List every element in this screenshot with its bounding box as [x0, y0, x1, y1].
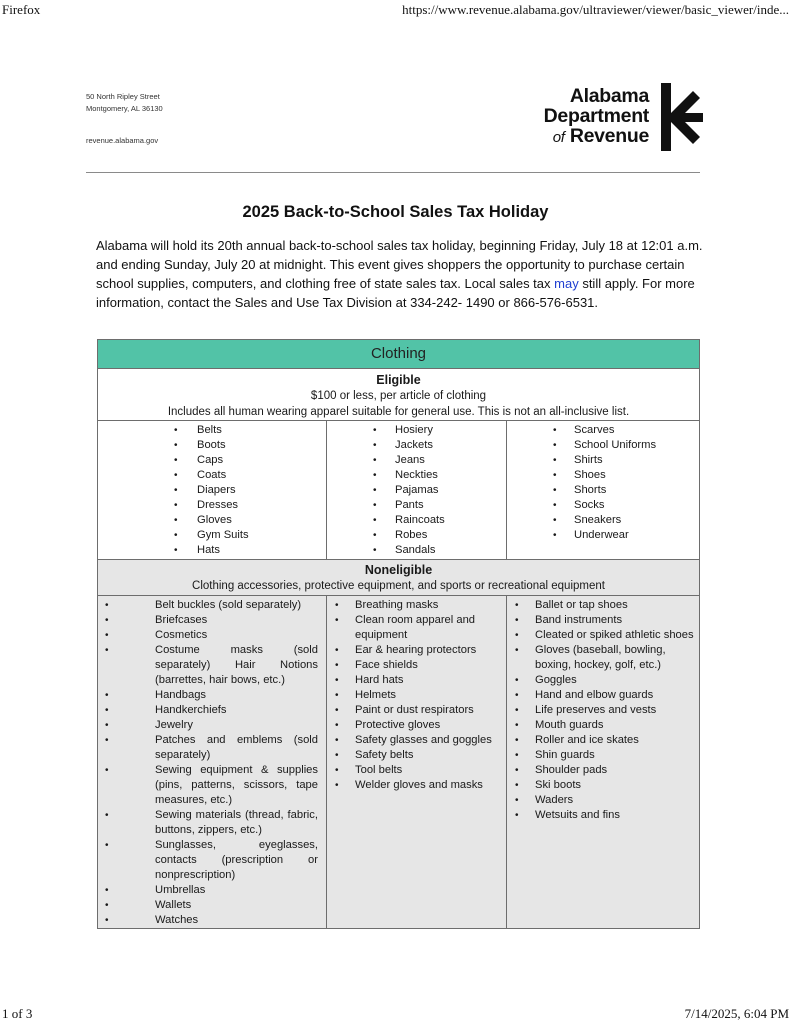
noneligible-column-2 [327, 596, 507, 929]
browser-app-name: Firefox [2, 2, 41, 17]
list-item: • Jewelry [98, 718, 326, 733]
list-item: • Cleated or spiked athletic shoes [507, 628, 699, 643]
page-url: https://www.revenue.alabama.gov/ultraviewer/viewer/basic_viewer/inde... [402, 2, 789, 17]
letterhead [86, 85, 706, 161]
list-item: • Shin guards [507, 748, 699, 763]
list-item: • Sandals [327, 543, 506, 558]
list-item: • Face shields [327, 658, 506, 673]
list-item: • Sneakers [507, 513, 699, 528]
list-item: • Welder gloves and masks [327, 778, 506, 793]
may-link[interactable]: may [554, 276, 579, 291]
list-item: • Life preserves and vests [507, 703, 699, 718]
list-item: • Hard hats [327, 673, 506, 688]
list-item: • Shoes [507, 468, 699, 483]
list-item: • Sewing equipment & supplies (pins, patterns, scissors, tape measures, etc.) [98, 763, 326, 808]
list-item: • Ski boots [507, 778, 699, 793]
print-timestamp: 7/14/2025, 6:04 PM [684, 1006, 789, 1021]
list-item: • Ballet or tap shoes [507, 598, 699, 613]
list-item: • Coats [98, 468, 326, 483]
eligible-description: Includes all human wearing apparel suitable for general use. This is not an all-inclusive list. [167, 406, 630, 418]
logo-line-revenue [544, 126, 649, 148]
eligible-column-3 [507, 421, 700, 560]
website-text: revenue.alabama.gov [86, 136, 159, 145]
eligible-column-1 [98, 421, 327, 560]
list-item: • Safety glasses and goggles [327, 733, 506, 748]
list-item: • Robes [327, 528, 506, 543]
logo-line-alabama: Alabama [569, 85, 649, 107]
noneligible-column-1 [98, 596, 327, 929]
list-item: • Boots [98, 438, 326, 453]
eligible-header [98, 369, 700, 421]
list-item: • Waders [507, 793, 699, 808]
list-item: • Band instruments [507, 613, 699, 628]
list-item: • Shoulder pads [507, 763, 699, 778]
list-item: • Gym Suits [98, 528, 326, 543]
list-item: • Underwear [507, 528, 699, 543]
list-item: • Sunglasses, eyeglasses, contacts (prescription or nonprescription) [98, 838, 326, 883]
list-item: • Safety belts [327, 748, 506, 763]
page-indicator: 1 of 3 [2, 1006, 33, 1021]
list-item: • Raincoats [327, 513, 506, 528]
list-item: • Protective gloves [327, 718, 506, 733]
list-item: • Briefcases [98, 613, 326, 628]
intro-paragraph [96, 236, 704, 312]
document-title: 2025 Back-to-School Sales Tax Holiday [242, 203, 549, 221]
noneligible-description: Clothing accessories, protective equipment, and sports or recreational equipment [192, 580, 605, 592]
list-item: • Socks [507, 498, 699, 513]
list-item: • Helmets [327, 688, 506, 703]
noneligible-title: Noneligible [364, 563, 433, 577]
list-item: • School Uniforms [507, 438, 699, 453]
list-item: • Patches and emblems (sold separately) [98, 733, 326, 763]
address-city: Montgomery, AL 36130 [86, 103, 163, 113]
logo-revenue: Revenue [569, 125, 649, 147]
list-item: • Diapers [98, 483, 326, 498]
list-item: • Neckties [327, 468, 506, 483]
list-item: • Tool belts [327, 763, 506, 778]
header-divider [86, 172, 700, 173]
logo-of: of [552, 129, 565, 146]
list-item: • Watches [98, 913, 326, 928]
list-item: • Mouth guards [507, 718, 699, 733]
list-item: • Handkerchiefs [98, 703, 326, 718]
list-item: • Roller and ice skates [507, 733, 699, 748]
list-item: • Umbrellas [98, 883, 326, 898]
address-street: 50 North Ripley Street [86, 92, 160, 101]
list-item: • Belt buckles (sold separately) [98, 598, 326, 613]
logo-wordmark [544, 86, 649, 148]
list-item: • Clean room apparel and equipment [327, 613, 506, 643]
list-item: • Pajamas [327, 483, 506, 498]
noneligible-column-3 [507, 596, 700, 929]
list-item: • Shirts [507, 453, 699, 468]
list-item: • Sewing materials (thread, fabric, buttons, zippers, etc.) [98, 808, 326, 838]
list-item: • Costume masks (sold separately) Hair Notions (barrettes, hair bows, etc.) [98, 643, 326, 688]
intro-text-2: still apply. For more information, contact the Sales and Use Tax Division at 334-242- 1490 or 866-576-6531. [96, 276, 695, 310]
print-header [0, 2, 791, 18]
list-item: • Handbags [98, 688, 326, 703]
list-item: • Hats [98, 543, 326, 558]
list-item: • Jackets [327, 438, 506, 453]
adr-logo [544, 83, 703, 151]
list-item: • Gloves (baseball, bowling, boxing, hockey, golf, etc.) [507, 643, 699, 673]
clothing-table [97, 339, 700, 929]
adr-k-mark-icon [657, 83, 703, 151]
list-item: • Hosiery [327, 423, 506, 438]
logo-line-department: Department [543, 105, 649, 127]
list-item: • Dresses [98, 498, 326, 513]
eligible-title: Eligible [376, 373, 421, 387]
list-item: • Paint or dust respirators [327, 703, 506, 718]
list-item: • Scarves [507, 423, 699, 438]
intro-text-1: Alabama will hold its 20th annual back-to-school sales tax holiday, beginning Friday, July 18 at 12:01 a.m. and ending Sunday, July 20 at midnight. This event gives shoppers the opportunity to purchase certain school supplies, computers, and clothing free of state sales tax. Local sales tax [96, 238, 703, 291]
list-item: • Jeans [327, 453, 506, 468]
eligible-column-2 [327, 421, 507, 560]
print-footer [0, 1006, 791, 1022]
list-item: • Breathing masks [327, 598, 506, 613]
list-item: • Hand and elbow guards [507, 688, 699, 703]
list-item: • Shorts [507, 483, 699, 498]
list-item: • Ear & hearing protectors [327, 643, 506, 658]
list-item: • Caps [98, 453, 326, 468]
list-item: • Gloves [98, 513, 326, 528]
list-item: • Belts [98, 423, 326, 438]
list-item: • Wetsuits and fins [507, 808, 699, 823]
eligible-price-limit: $100 or less, per article of clothing [310, 390, 487, 402]
noneligible-header [98, 560, 700, 596]
clothing-header: Clothing [98, 340, 700, 369]
list-item: • Goggles [507, 673, 699, 688]
list-item: • Wallets [98, 898, 326, 913]
list-item: • Pants [327, 498, 506, 513]
list-item: • Cosmetics [98, 628, 326, 643]
